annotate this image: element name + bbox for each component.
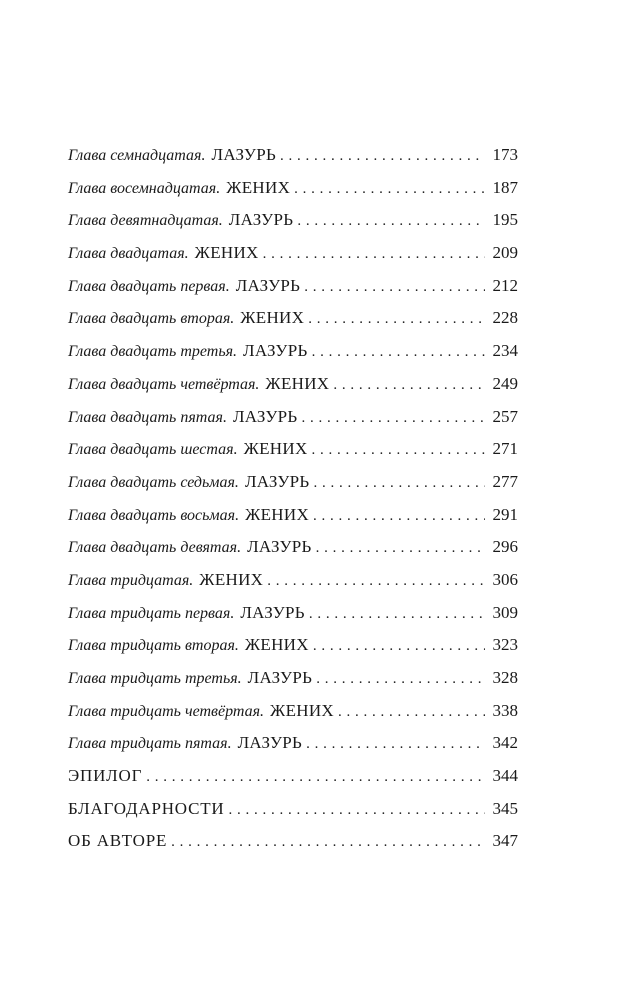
table-of-contents (68, 146, 518, 865)
toc-entry[interactable] (68, 473, 518, 506)
dot-leader (304, 280, 485, 295)
section-title: БЛАГОДАРНОСТИ (68, 798, 225, 818)
dot-leader (338, 705, 485, 720)
chapter-number: Глава восемнадцатая. (68, 179, 221, 197)
chapter-number: Глава двадцать восьмая. (68, 506, 240, 524)
dot-leader (312, 443, 485, 458)
page-number: 187 (492, 177, 518, 197)
section-title: ОБ АВТОРЕ (68, 831, 168, 851)
chapter-number: Глава тридцать пятая. (68, 735, 232, 753)
dot-leader (306, 737, 485, 752)
chapter-title: ЖЕНИХ (245, 504, 310, 524)
dot-leader (263, 247, 485, 262)
chapter-number: Глава тридцать вторая. (68, 637, 239, 655)
chapter-number: Глава двадцать девятая. (68, 539, 242, 557)
toc-entry-about-author[interactable] (68, 832, 518, 865)
toc-entry[interactable] (68, 440, 518, 473)
page-number: 347 (492, 831, 518, 851)
chapter-number: Глава тридцать первая. (68, 604, 235, 622)
page-number: 249 (492, 373, 518, 393)
toc-entry[interactable] (68, 506, 518, 539)
toc-entry[interactable] (68, 538, 518, 571)
dot-leader (312, 345, 485, 360)
chapter-title: ЖЕНИХ (226, 177, 291, 197)
chapter-title: ЛАЗУРЬ (247, 537, 312, 557)
page-number: 277 (492, 471, 518, 491)
page-number: 306 (492, 569, 518, 589)
chapter-number: Глава тридцать третья. (68, 670, 242, 687)
chapter-title: ЖЕНИХ (270, 700, 334, 720)
dot-leader (313, 509, 485, 524)
chapter-title: ЖЕНИХ (240, 308, 305, 328)
page-number: 344 (492, 766, 518, 786)
chapter-number: Глава девятнадцатая. (68, 212, 223, 230)
chapter-number: Глава двадцать седьмая. (68, 473, 239, 491)
chapter-title: ЖЕНИХ (243, 439, 308, 459)
page-number: 296 (492, 537, 518, 557)
dot-leader (301, 411, 485, 426)
toc-entry[interactable] (68, 375, 518, 408)
dot-leader (171, 835, 485, 850)
toc-entry[interactable] (68, 146, 518, 179)
toc-entry-epilogue[interactable] (68, 767, 518, 800)
page-number: 309 (492, 602, 518, 622)
chapter-title: ЛАЗУРЬ (244, 471, 310, 491)
chapter-title: ЖЕНИХ (244, 635, 309, 655)
dot-leader (280, 149, 485, 164)
page-number: 291 (492, 504, 518, 524)
chapter-title: ЖЕНИХ (194, 243, 259, 263)
toc-entry[interactable] (68, 179, 518, 212)
toc-entry[interactable] (68, 277, 518, 310)
dot-leader (316, 672, 485, 687)
page-number: 257 (492, 406, 518, 426)
dot-leader (313, 639, 485, 654)
chapter-number: Глава двадцать первая. (68, 277, 230, 295)
toc-entry[interactable] (68, 702, 518, 735)
chapter-title: ЖЕНИХ (265, 373, 330, 393)
toc-entry[interactable] (68, 408, 518, 441)
toc-entry[interactable] (68, 669, 518, 702)
dot-leader (313, 476, 485, 491)
page-number: 323 (492, 635, 518, 655)
section-title: ЭПИЛОГ (68, 766, 143, 786)
chapter-number: Глава двадцать четвёртая. (68, 375, 260, 393)
dot-leader (146, 770, 485, 785)
chapter-title: ЛАЗУРЬ (232, 406, 298, 426)
page-number: 234 (492, 341, 518, 361)
dot-leader (333, 378, 485, 393)
chapter-number: Глава двадцать пятая. (68, 408, 227, 426)
toc-entry[interactable] (68, 636, 518, 669)
chapter-title: ЛАЗУРЬ (235, 275, 301, 295)
toc-entry-acknowledgements[interactable] (68, 800, 518, 833)
page-number: 342 (492, 733, 518, 753)
chapter-title: ЛАЗУРЬ (237, 733, 303, 753)
dot-leader (267, 574, 485, 589)
chapter-title: ЛАЗУРЬ (240, 602, 305, 622)
chapter-title: ЛАЗУРЬ (243, 341, 308, 361)
toc-entry[interactable] (68, 604, 518, 637)
page-number: 212 (492, 275, 518, 295)
chapter-number: Глава тридцать четвёртая. (68, 702, 265, 720)
toc-entry[interactable] (68, 571, 518, 604)
dot-leader (294, 182, 485, 197)
chapter-title: ЛАЗУРЬ (211, 145, 277, 164)
page-number: 228 (492, 308, 518, 328)
page-number: 338 (492, 700, 518, 720)
page-number: 195 (492, 210, 518, 230)
dot-leader (308, 312, 485, 327)
chapter-number: Глава двадцать вторая. (68, 310, 235, 328)
chapter-number: Глава тридцатая. (68, 571, 194, 589)
dot-leader (297, 214, 485, 229)
dot-leader (316, 541, 485, 556)
page-number: 209 (492, 243, 518, 263)
chapter-number: Глава семнадцатая. (68, 147, 206, 164)
toc-entry[interactable] (68, 211, 518, 244)
dot-leader (228, 803, 485, 818)
chapter-title: ЖЕНИХ (199, 569, 264, 589)
chapter-title: ЛАЗУРЬ (228, 210, 294, 230)
toc-entry[interactable] (68, 342, 518, 375)
page-number: 345 (492, 798, 518, 818)
toc-entry[interactable] (68, 244, 518, 277)
dot-leader (309, 607, 485, 622)
chapter-number: Глава двадцать третья. (68, 343, 238, 361)
chapter-title: ЛАЗУРЬ (247, 668, 313, 687)
toc-entry[interactable] (68, 309, 518, 342)
toc-entry[interactable] (68, 734, 518, 767)
chapter-number: Глава двадцать шестая. (68, 441, 238, 459)
page-number: 173 (492, 145, 518, 164)
page-number: 328 (492, 668, 518, 687)
chapter-number: Глава двадцатая. (68, 245, 189, 263)
page-number: 271 (492, 439, 518, 459)
